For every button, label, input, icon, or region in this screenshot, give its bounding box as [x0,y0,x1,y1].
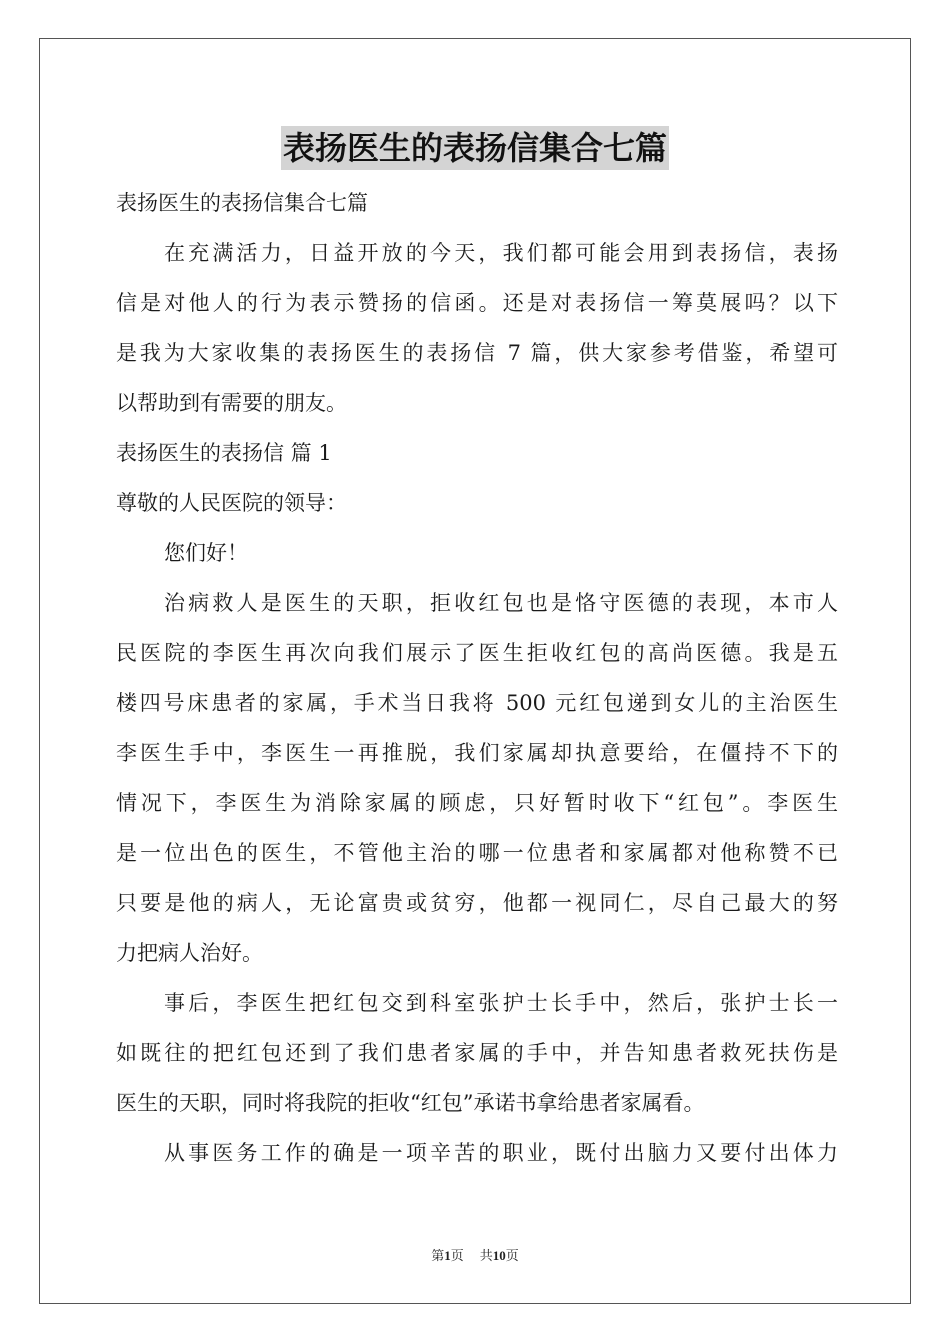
text-line: 信是对他人的行为表示赞扬的信函。还是对表扬信一筹莫展吗？以下 [116,291,838,315]
text-line: 民医院的李医生再次向我们展示了医生拒收红包的高尚医德。我是五 [116,641,838,665]
text-line: 只要是他的病人，无论富贵或贫穷，他都一视同仁，尽自己最大的努 [116,891,838,915]
text-line: 事后，李医生把红包交到科室张护士长手中，然后，张护士长一 [164,991,838,1015]
text-line-subtitle: 表扬医生的表扬信集合七篇 [116,191,368,215]
text-line: 在充满活力，日益开放的今天，我们都可能会用到表扬信，表扬 [164,241,838,265]
page-footer [0,1246,950,1266]
text-line: 治病救人是医生的天职，拒收红包也是恪守医德的表现，本市人 [164,591,838,615]
text-line: 是一位出色的医生，不管他主治的哪一位患者和家属都对他称赞不已 [116,841,838,865]
text-line: 情况下，李医生为消除家属的顾虑，只好暂时收下“红包”。李医生 [116,791,838,815]
text-line: 李医生手中，李医生一再推脱，我们家属却执意要给，在僵持不下的 [116,741,838,765]
text-line: 力把病人治好。 [116,941,263,965]
title-container [0,126,950,170]
section-heading: 表扬医生的表扬信 篇 1 [116,441,332,465]
text-line: 医生的天职，同时将我院的拒收“红包”承诺书拿给患者家属看。 [116,1091,705,1115]
total-pages: 共10页 [479,1248,519,1263]
text-line: 以帮助到有需要的朋友。 [116,391,347,415]
document-title: 表扬医生的表扬信集合七篇 [281,126,669,170]
text-line: 是我为大家收集的表扬医生的表扬信 7 篇，供大家参考借鉴，希望可 [116,341,838,365]
salutation: 尊敬的人民医院的领导： [116,491,347,515]
document-body [116,178,838,1178]
text-line: 楼四号床患者的家属，手术当日我将 500 元红包递到女儿的主治医生 [116,691,838,715]
page-number: 第1页 [431,1248,464,1263]
text-line: 如既往的把红包还到了我们患者家属的手中，并告知患者救死扶伤是 [116,1041,838,1065]
text-line: 从事医务工作的确是一项辛苦的职业，既付出脑力又要付出体力 [164,1141,838,1165]
greeting: 您们好！ [164,541,248,565]
